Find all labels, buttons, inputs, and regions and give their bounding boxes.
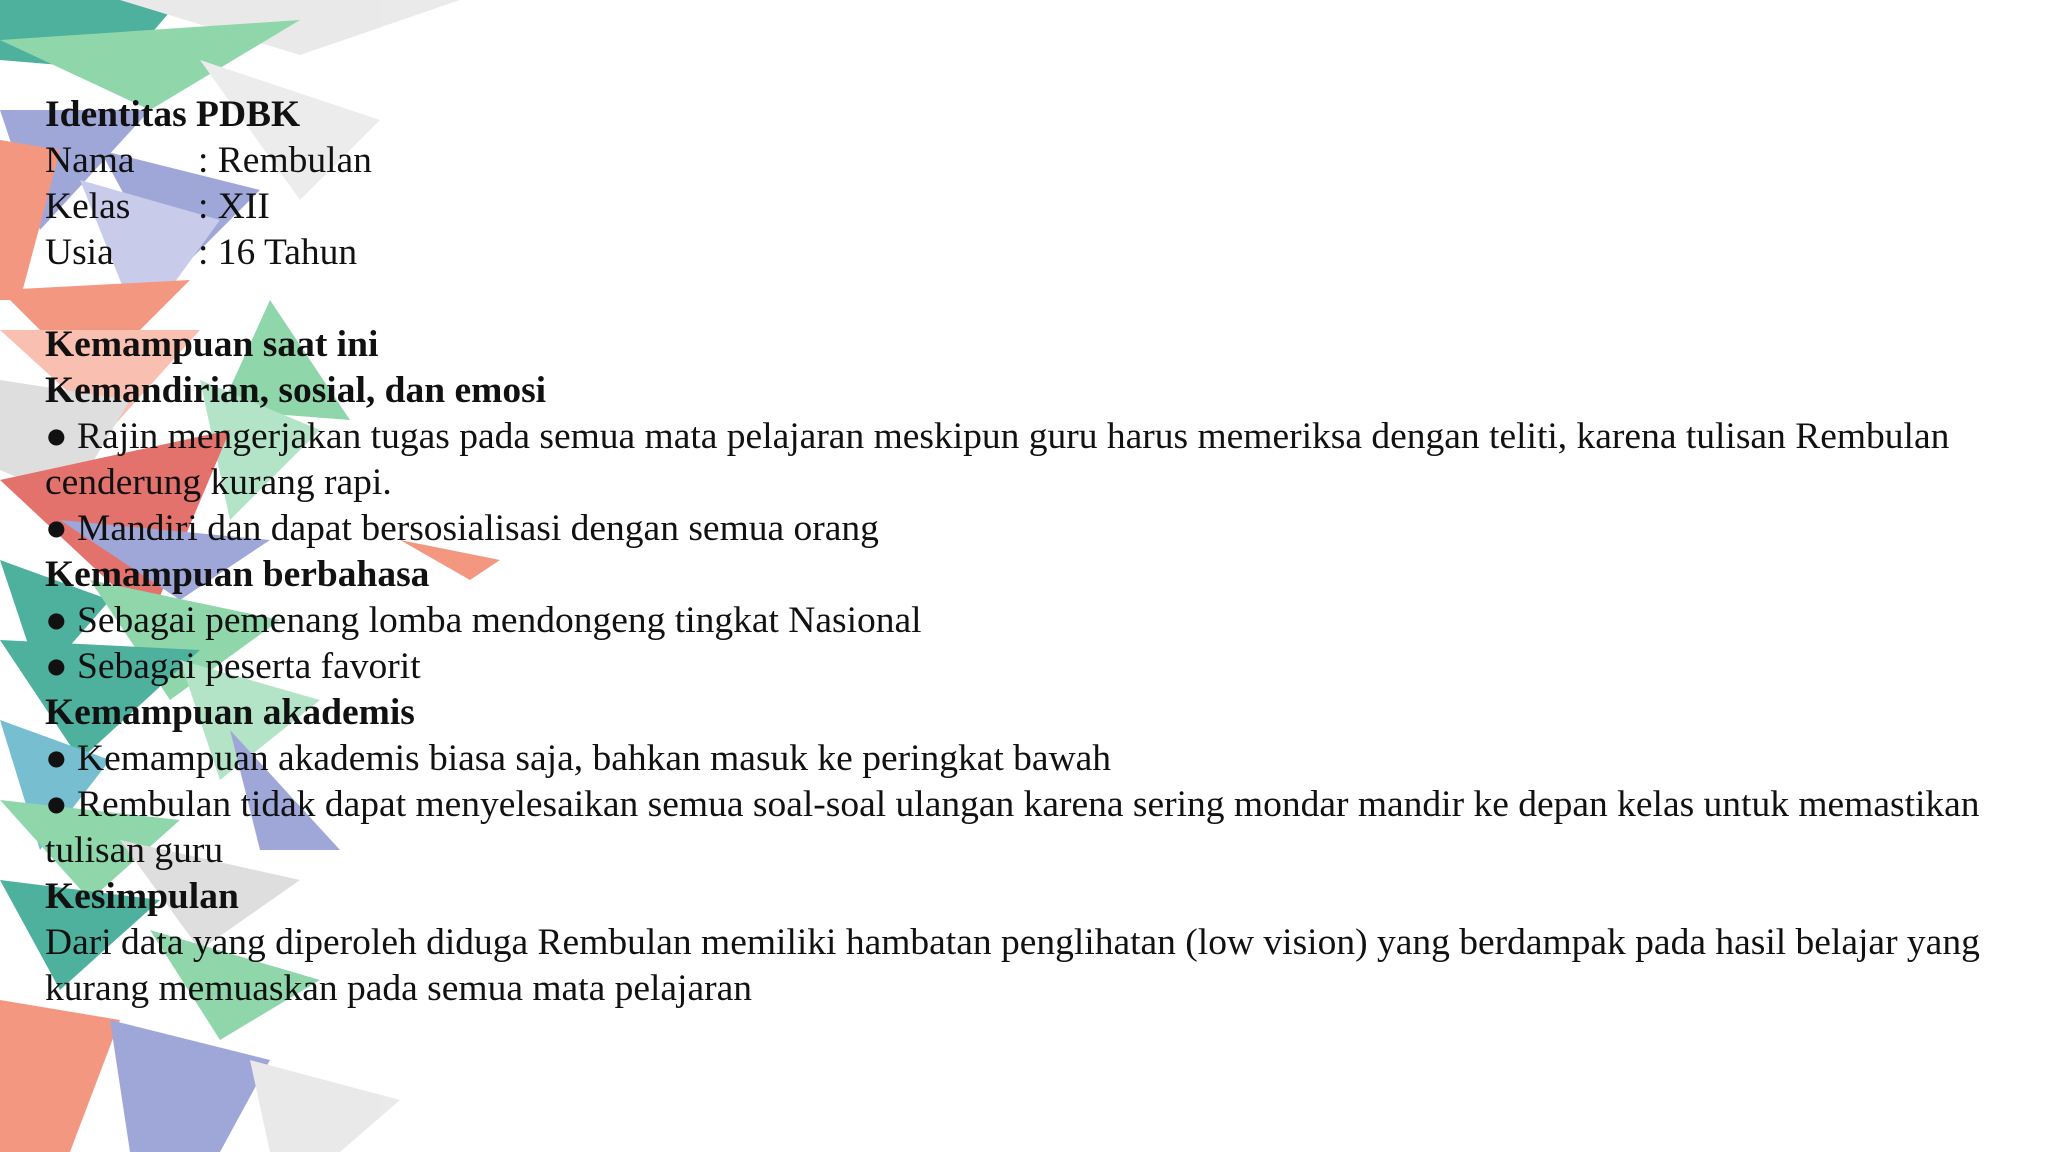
bg-shape [250, 1060, 400, 1152]
identity-label: Nama [45, 140, 135, 181]
bg-shape [110, 1020, 270, 1152]
section-heading-language: Kemampuan berbahasa [45, 554, 430, 595]
bullet-item: ● Rajin mengerjakan tugas pada semua mata pelajaran meskipun guru harus memeriksa dengan teliti, karena tulisan Rembulan cenderung kurang rapi. [45, 414, 2035, 506]
bullet-item: ● Kemampuan akademis biasa saja, bahkan masuk ke peringkat bawah [45, 736, 2035, 782]
identity-value: : 16 Tahun [198, 232, 358, 273]
identity-row-name [45, 138, 2035, 184]
identity-label: Kelas [45, 186, 131, 227]
spacer [45, 276, 2035, 322]
identity-value: : Rembulan [198, 140, 372, 181]
content-area [45, 92, 2035, 1012]
current-ability-heading: Kemampuan saat ini [45, 324, 379, 365]
bullet-item: ● Sebagai peserta favorit [45, 644, 2035, 690]
identity-row-age [45, 230, 2035, 276]
identity-value: : XII [198, 186, 270, 227]
section-heading-academic: Kemampuan akademis [45, 692, 415, 733]
identity-row-class [45, 184, 2035, 230]
conclusion-heading: Kesimpulan [45, 876, 239, 917]
conclusion-text: Dari data yang diperoleh diduga Rembulan memiliki hambatan penglihatan (low vision) yang berdampak pada hasil belajar yang kurang memuaskan pada semua mata pelajaran [45, 922, 1980, 1009]
bullet-item: ● Rembulan tidak dapat menyelesaikan semua soal-soal ulangan karena sering mondar mandir ke depan kelas untuk memastikan tulisan guru [45, 782, 2035, 874]
bullet-item: ● Sebagai pemenang lomba mendongeng tingkat Nasional [45, 598, 2035, 644]
section-heading-independence: Kemandirian, sosial, dan emosi [45, 370, 547, 411]
bullet-item: ● Mandiri dan dapat bersosialisasi dengan semua orang [45, 506, 2035, 552]
identity-label: Usia [45, 232, 114, 273]
identity-heading: Identitas PDBK [45, 94, 301, 135]
bg-shape [0, 1000, 120, 1152]
